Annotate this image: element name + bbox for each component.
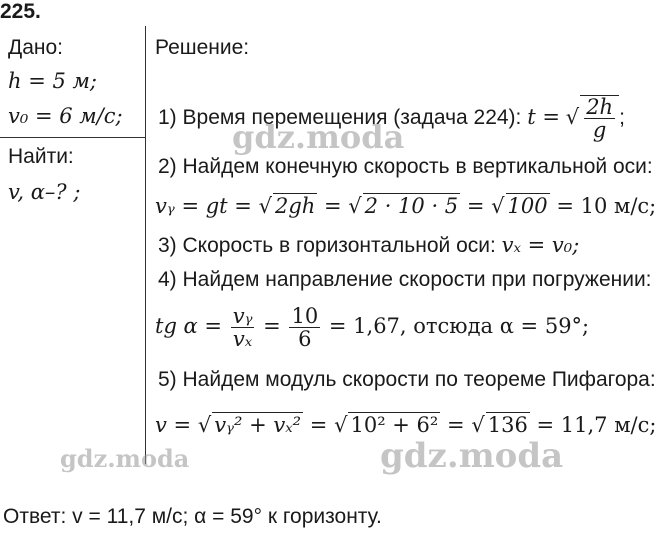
given-header: Дано: [8,36,64,59]
step-1-fraction: $\frac{2h}{g}$ [586,95,614,143]
find-unknowns: v, α–? ; [8,180,81,204]
vertical-divider [145,26,146,464]
step-3 [158,233,579,258]
step-4-text: 4) Найдем направление скорости при погружении: [158,268,652,291]
step-5-formula: v = √ vᵧ² + vₓ² = √ 10² + 6² = √ 136 = 11,7 м/с; [155,413,656,437]
step-2-text: 2) Найдем конечную скорость в вертикальной оси: [158,155,653,178]
step-3-formula: vₓ = v₀; [501,233,580,257]
answer-line: Ответ: v = 11,7 м/с; α = 59° к горизонту. [3,505,382,528]
step-1-text: 1) Время перемещения (задача 224): [158,106,522,130]
watermark-left: gdz.moda [60,444,190,473]
step-3-text: 3) Скорость в горизонтальной оси: [158,234,496,257]
step-4-formula: tg α = $\frac{\text{vᵧ}}{\text{vₓ}}$ = $\frac{10}{6}$ = 1,67, отсюда α = 59°; [155,304,590,352]
watermark-right: gdz.moda [380,436,564,476]
horizontal-divider [0,137,145,138]
step-1-tail: ; [619,106,625,130]
given-initial-velocity: v₀ = 6 м/с; [8,104,123,128]
sqrt-icon: √ [565,105,580,130]
step-2-formula: vᵧ = gt = √ 2gh = √ 2 · 10 · 5 = √ 100 = 10 м/с; [155,194,656,218]
step-5-text: 5) Найдем модуль скорости по теореме Пифагора: [158,368,656,391]
given-height: h = 5 м; [8,69,97,93]
step-1-lhs: t = [527,105,560,130]
watermark-top: gdz.moda [232,118,405,156]
find-header: Найти: [8,145,74,168]
problem-number: 225. [0,0,41,23]
solution-header: Решение: [155,36,250,59]
